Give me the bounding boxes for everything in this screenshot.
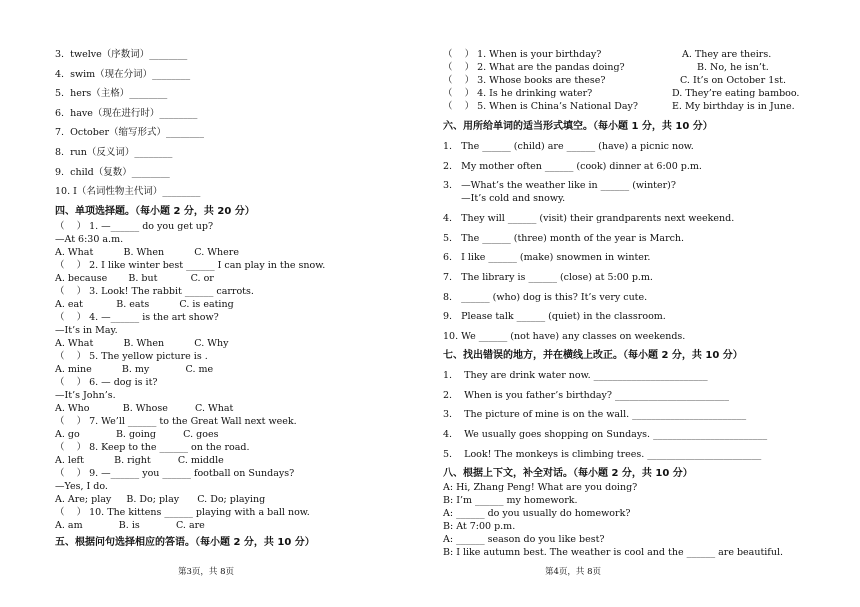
mc-line: A. left B. right C. middle bbox=[55, 455, 224, 466]
error-item: 1. They are drink water now. ________________________ bbox=[443, 370, 708, 381]
mc-line: —At 6:30 a.m. bbox=[55, 234, 124, 245]
fill-item: 9. Please talk ______ (quiet) in the classroom. bbox=[443, 311, 666, 322]
vocab-item: 3. twelve（序数词）________ bbox=[55, 49, 188, 60]
match-answer: C. It’s on October 1st. bbox=[680, 75, 786, 86]
fill-item: 2. My mother often ______ (cook) dinner at 6:00 p.m. bbox=[443, 161, 702, 172]
mc-line: （ ） 9. —______ you ______ football on Sundays? bbox=[55, 468, 295, 479]
fill-item: 4. They will ______ (visit) their grandparents next weekend. bbox=[443, 213, 735, 224]
error-item: 2. When is you father’s birthday? ________________________ bbox=[443, 390, 729, 401]
fill-item: 5. The ______ (three) month of the year is March. bbox=[443, 233, 685, 244]
vocab-item: 5. hers（主格）________ bbox=[55, 88, 168, 99]
match-question: （ ） 2. What are the pandas doing? bbox=[443, 62, 625, 73]
mc-line: （ ） 1. —______ do you get up? bbox=[55, 221, 214, 232]
mc-line: （ ） 8. Keep to the ______ on the road. bbox=[55, 442, 250, 453]
vocab-item: 8. run（反义词）________ bbox=[55, 147, 173, 158]
mc-line: —It’s John’s. bbox=[55, 390, 116, 401]
mc-line: （ ） 6. — dog is it? bbox=[55, 377, 158, 388]
mc-line: A. am B. is C. are bbox=[55, 520, 205, 531]
mc-line: （ ） 4. —______ is the art show? bbox=[55, 312, 219, 323]
vocab-item: 7. October（缩写形式）________ bbox=[55, 127, 205, 138]
mc-line: A. because B. but C. or bbox=[55, 273, 214, 284]
mc-line: A. What B. When C. Where bbox=[55, 247, 239, 258]
mc-line: （ ） 10. The kittens ______ playing with a ball now. bbox=[55, 507, 310, 518]
section-5-title: 五、根据问句选择相应的答语。（每小题 2 分，共 10 分） bbox=[55, 537, 315, 548]
fill-item: 7. The library is ______ (close) at 5:00 p.m. bbox=[443, 272, 653, 283]
mc-line: A. mine B. my C. me bbox=[55, 364, 214, 375]
mc-line: —Yes, I do. bbox=[55, 481, 108, 492]
fill-item: 10. We ______ (not have) any classes on weekends. bbox=[443, 331, 686, 342]
match-answer: D. They’re eating bamboo. bbox=[672, 88, 800, 99]
mc-line: A. Who B. Whose C. What bbox=[55, 403, 234, 414]
mc-line: （ ） 2. I like winter best ______ I can play in the snow. bbox=[55, 260, 326, 271]
fill-item: 8. ______ (who) dog is this? It’s very cute. bbox=[443, 292, 648, 303]
vocab-item: 4. swim（现在分词）________ bbox=[55, 69, 191, 80]
mc-line: A. Are; play B. Do; play C. Do; playing bbox=[55, 494, 266, 505]
page-footer: 第4页，共 8页 bbox=[545, 567, 602, 577]
match-question: （ ） 5. When is China’s National Day? bbox=[443, 101, 639, 112]
error-item: 3. The picture of mine is on the wall. ________________________ bbox=[443, 409, 747, 420]
mc-line: A. go B. going C. goes bbox=[55, 429, 219, 440]
vocab-item: 6. have（现在进行时）________ bbox=[55, 108, 198, 119]
error-item: 4. We usually goes shopping on Sundays. ________________________ bbox=[443, 429, 768, 440]
mc-line: （ ） 5. The yellow picture is . bbox=[55, 351, 208, 362]
dialog-line: A: Hi, Zhang Peng! What are you doing? bbox=[443, 482, 638, 493]
match-question: （ ） 1. When is your birthday? bbox=[443, 49, 602, 60]
match-answer: B. No, he isn’t. bbox=[697, 62, 769, 73]
error-item: 5. Look! The monkeys is climbing trees. ________________________ bbox=[443, 449, 762, 460]
match-question: （ ） 3. Whose books are these? bbox=[443, 75, 606, 86]
fill-item: 1. The ______ (child) are ______ (have) a picnic now. bbox=[443, 141, 694, 152]
fill-item: 6. I like ______ (make) snowmen in winter. bbox=[443, 252, 651, 263]
dialog-line: B: At 7:00 p.m. bbox=[443, 521, 516, 532]
section-7-title: 七、找出错误的地方，并在横线上改正。（每小题 2 分，共 10 分） bbox=[443, 350, 743, 361]
match-answer: E. My birthday is in June. bbox=[672, 101, 795, 112]
page-footer: 第3页，共 8页 bbox=[178, 567, 235, 577]
dialog-line: A: ______ season do you like best? bbox=[443, 534, 605, 545]
mc-line: A. What B. When C. Why bbox=[55, 338, 229, 349]
fill-item: 3. —What’s the weather like in ______ (winter)? bbox=[443, 180, 676, 191]
section-8-title: 八、根据上下文，补全对话。（每小题 2 分，共 10 分） bbox=[443, 468, 693, 479]
mc-line: （ ） 3. Look! The rabbit ______ carrots. bbox=[55, 286, 254, 297]
dialog-line: B: I like autumn best. The weather is cool and the ______ are beautiful. bbox=[443, 547, 783, 558]
section-4-title: 四、单项选择题。（每小题 2 分，共 20 分） bbox=[55, 206, 255, 217]
match-answer: A. They are theirs. bbox=[682, 49, 772, 60]
match-question: （ ） 4. Is he drinking water? bbox=[443, 88, 593, 99]
dialog-line: A: ______ do you usually do homework? bbox=[443, 508, 631, 519]
mc-line: （ ） 7. We’ll ______ to the Great Wall next week. bbox=[55, 416, 297, 427]
vocab-item: 9. child（复数）________ bbox=[55, 167, 170, 178]
mc-line: A. eat B. eats C. is eating bbox=[55, 299, 234, 310]
dialog-line: B: I’m ______ my homework. bbox=[443, 495, 578, 506]
fill-item: —It’s cold and snowy. bbox=[443, 193, 566, 204]
section-6-title: 六、用所给单词的适当形式填空。（每小题 1 分，共 10 分） bbox=[443, 121, 713, 132]
mc-line: —It’s in May. bbox=[55, 325, 118, 336]
vocab-item: 10. I（名词性物主代词）________ bbox=[55, 186, 201, 197]
